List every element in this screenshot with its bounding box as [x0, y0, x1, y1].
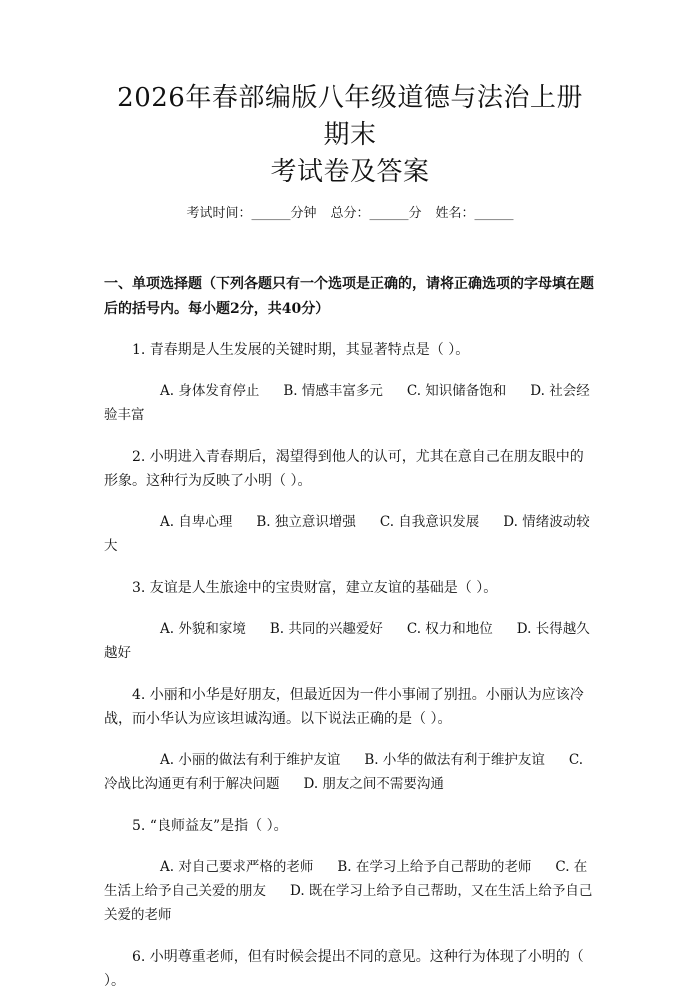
question-stem: 1. 青春期是人生发展的关键时期，其显著特点是（ ）。: [132, 342, 470, 358]
option-a: A. 对自己要求严格的老师: [160, 859, 314, 875]
option-d: D. 既在学习上给予自己帮助，又在生活上给予自己关爱的老师: [104, 883, 593, 923]
option-a: A. 身体发育停止: [160, 383, 260, 399]
student-name-field: 姓名：______: [435, 206, 514, 221]
option-c: C. 冷战比沟通更有利于解决问题: [104, 752, 583, 792]
exam-title: [104, 0, 596, 191]
total-score-field: 总分：______分: [330, 206, 422, 221]
question-options: [104, 510, 596, 558]
question-options: [104, 617, 596, 665]
option-c: C. 在生活上给予自己关爱的朋友: [104, 859, 588, 899]
option-b: B. 情感丰富多元: [283, 383, 383, 399]
option-b: B. 在学习上给予自己帮助的老师: [337, 859, 532, 875]
question-options: [104, 748, 596, 796]
option-d: D. 朋友之间不需要沟通: [303, 776, 444, 792]
question-options: [104, 379, 596, 427]
option-c: C. 自我意识发展: [379, 514, 480, 530]
option-b: B. 共同的兴趣爱好: [269, 621, 383, 637]
question-stem: 6. 小明尊重老师，但有时候会提出不同的意见。这种行为体现了小明的（ ）。: [104, 949, 584, 989]
option-a: A. 自卑心理: [160, 514, 233, 530]
option-b: B. 独立意识增强: [256, 514, 356, 530]
option-d: D. 长得越久越好: [104, 621, 590, 661]
section-heading: 一、单项选择题（下列各题只有一个选项是正确的，请将正确选项的字母填在题后的括号内。每小题2分，共40分）: [104, 276, 594, 317]
option-b: B. 小华的做法有利于维护友谊: [364, 752, 545, 768]
question-stem: 2. 小明进入青春期后，渴望得到他人的认可，尤其在意自己在朋友眼中的形象。这种行为反映了小明（ ）。: [104, 449, 584, 489]
question-stem: 3. 友谊是人生旅途中的宝贵财富，建立友谊的基础是（ ）。: [132, 580, 498, 596]
exam-title-line2: 考试卷及答案: [270, 157, 430, 187]
question-stem: 5. “良师益友”是指（ ）。: [132, 818, 288, 834]
exam-time-field: 考试时间：______分钟: [186, 206, 317, 221]
option-d: D. 社会经验丰富: [104, 383, 590, 423]
option-c: C. 权力和地位: [406, 621, 493, 637]
exam-title-line1: 2026年春部编版八年级道德与法治上册期末: [117, 83, 583, 150]
option-c: C. 知识储备饱和: [406, 383, 507, 399]
option-a: A. 外貌和家境: [160, 621, 246, 637]
question-stem: 4. 小丽和小华是好朋友，但最近因为一件小事闹了别扭。小丽认为应该冷战，而小华认为应该坦诚沟通。以下说法正确的是（ ）。: [104, 687, 584, 727]
question-options: [104, 855, 596, 927]
option-a: A. 小丽的做法有利于维护友谊: [160, 752, 341, 768]
option-d: D. 情绪波动较大: [104, 514, 590, 554]
exam-info-row: [104, 205, 596, 223]
